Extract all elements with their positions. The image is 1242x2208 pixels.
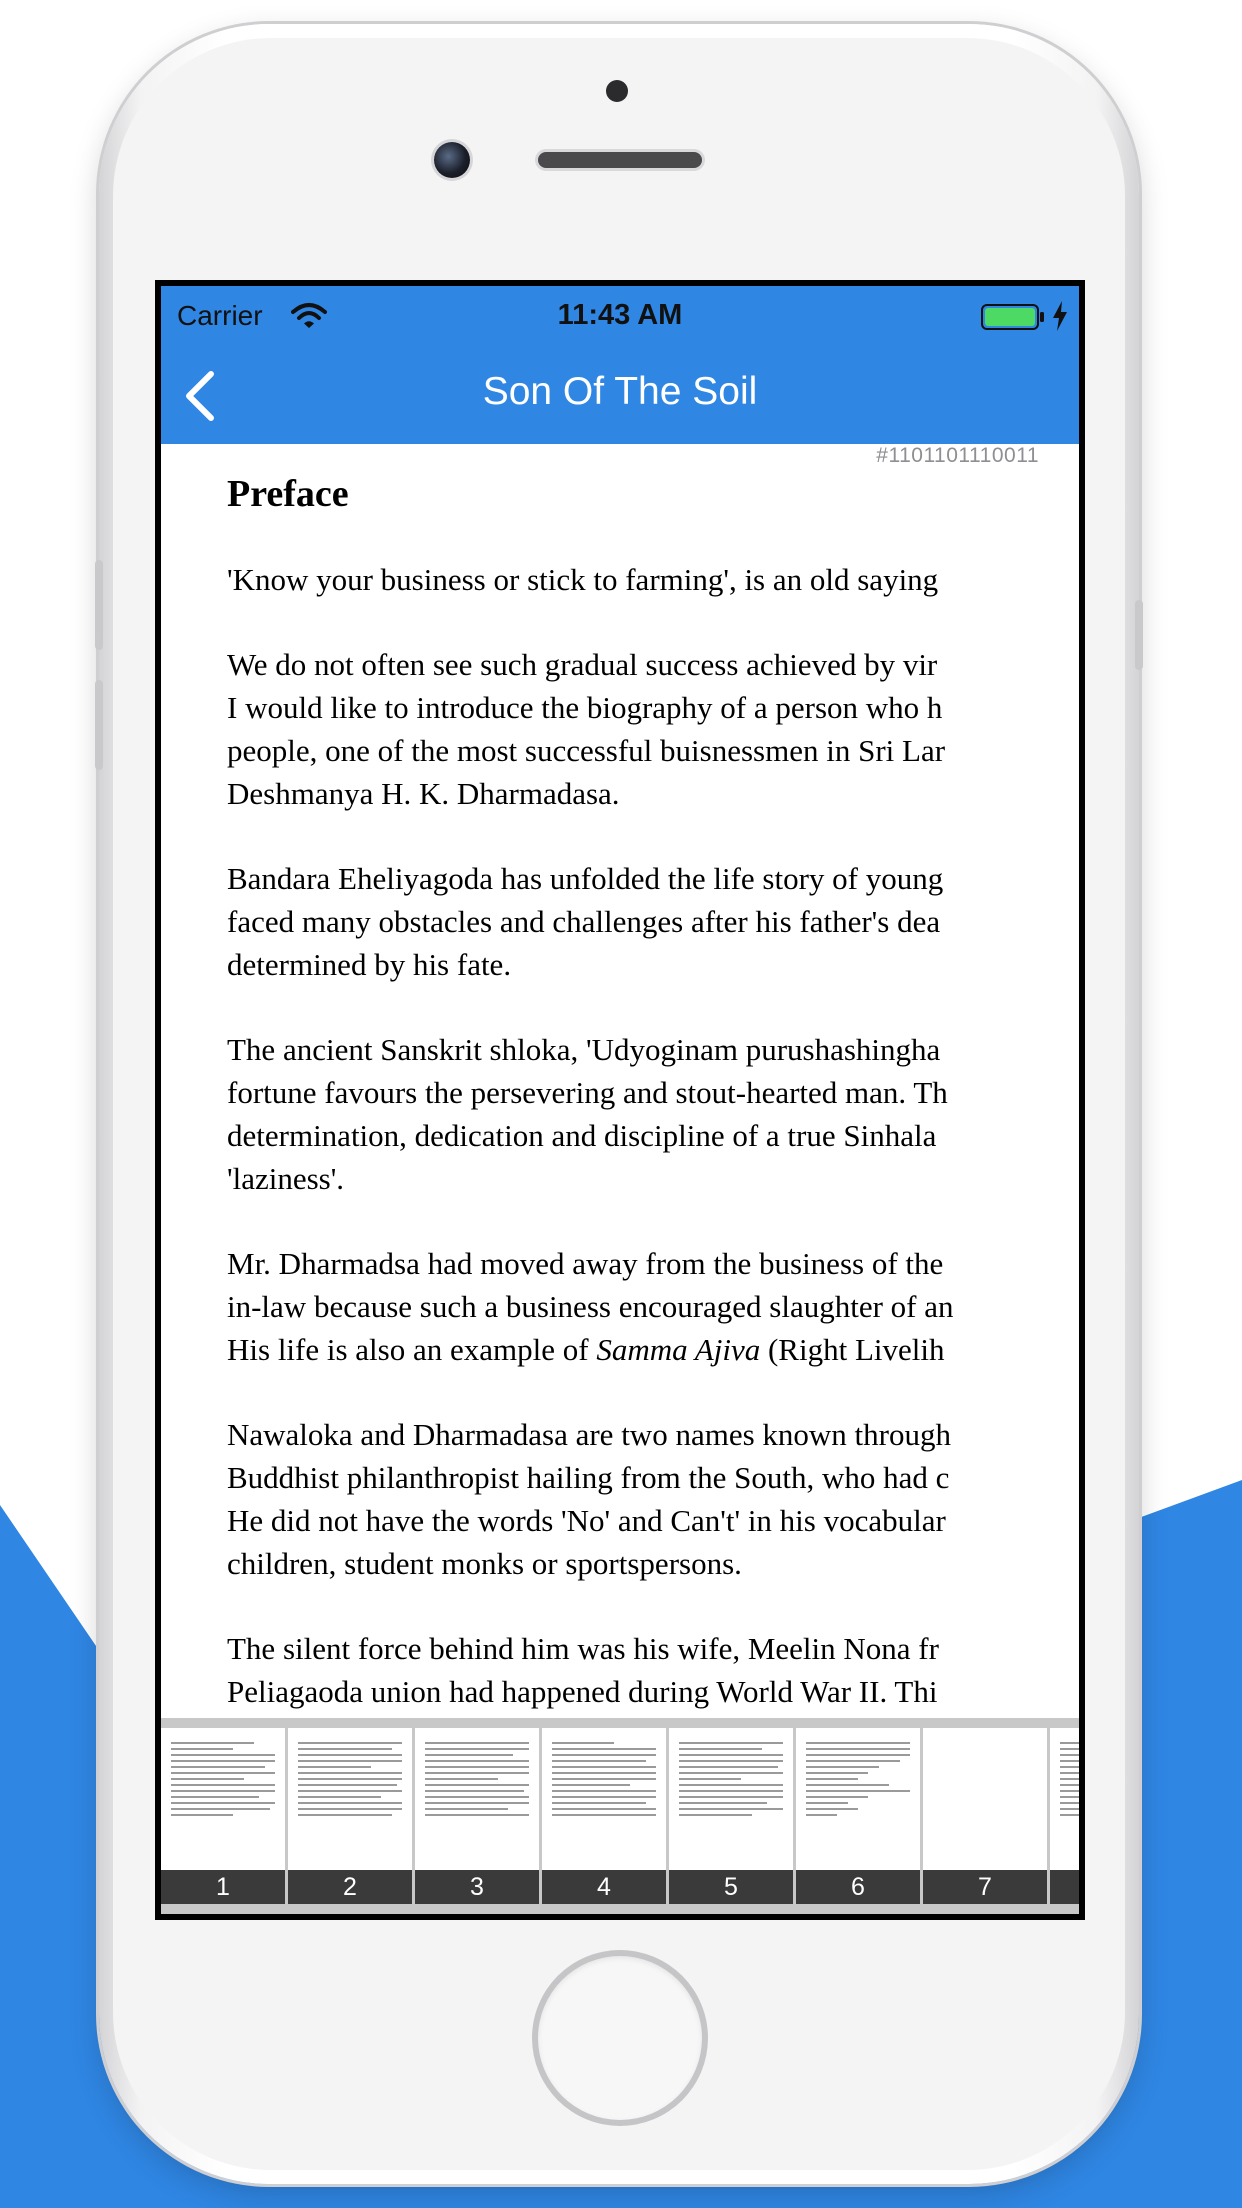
home-button[interactable] xyxy=(538,1956,702,2120)
page-thumbnail[interactable] xyxy=(923,1728,1047,1904)
thumbnail-preview xyxy=(1060,1742,1079,1868)
thumbnail-preview xyxy=(679,1742,783,1868)
text-line: The silent force behind him was his wife, Meelin Nona fr xyxy=(227,1631,939,1666)
document-body xyxy=(227,558,1079,1713)
document-id: #1101101110011 xyxy=(876,444,1039,467)
document-page xyxy=(227,472,1079,1718)
app-screen xyxy=(161,286,1079,1914)
paragraph xyxy=(227,643,1079,815)
text-line: determination, dedication and discipline of a true Sinhala xyxy=(227,1118,937,1153)
proximity-sensor xyxy=(606,80,628,102)
thumbnail-page-number: 3 xyxy=(415,1870,539,1904)
nav-title: Son Of The Soil xyxy=(482,370,758,413)
paragraph xyxy=(227,1627,1079,1713)
document-title: Preface xyxy=(227,473,349,515)
text-segment: His life is also an example of xyxy=(227,1332,597,1367)
status-bar xyxy=(161,286,1079,346)
text-line: Bandara Eheliyagoda has unfolded the life story of young xyxy=(227,861,944,896)
thumbnail-preview xyxy=(425,1742,529,1868)
thumbnail-preview xyxy=(933,1742,1037,1868)
text-line: Deshmanya H. K. Dharmadasa. xyxy=(227,776,620,811)
text-line: in-law because such a business encouraged slaughter of an xyxy=(227,1289,954,1324)
thumbnail-page-number: 1 xyxy=(161,1870,285,1904)
page-thumbnail[interactable] xyxy=(669,1728,793,1904)
text-line: children, student monks or sportspersons. xyxy=(227,1546,742,1581)
thumbnail-page-number: 7 xyxy=(923,1870,1047,1904)
text-line: Buddhist philanthropist hailing from the South, who had c xyxy=(227,1460,950,1495)
page-thumbnail[interactable] xyxy=(161,1728,285,1904)
text-line: He did not have the words 'No' and Can't' in his vocabular xyxy=(227,1503,946,1538)
thumbnail-page-number: 2 xyxy=(288,1870,412,1904)
text-line: The ancient Sanskrit shloka, 'Udyoginam purushashingha xyxy=(227,1032,941,1067)
thumbnail-preview xyxy=(171,1742,275,1868)
text-line: faced many obstacles and challenges after his father's dea xyxy=(227,904,941,939)
paragraph xyxy=(227,1413,1079,1585)
earpiece-speaker xyxy=(538,152,702,168)
paragraph xyxy=(227,857,1079,986)
front-camera xyxy=(434,142,470,178)
text-line: fortune favours the persevering and stout-hearted man. Th xyxy=(227,1075,948,1110)
thumbnail-page-number xyxy=(1050,1870,1079,1904)
phone-volume-button xyxy=(95,560,103,650)
paragraph xyxy=(227,558,1079,601)
page-thumbnail-strip[interactable] xyxy=(161,1718,1079,1914)
paragraph xyxy=(227,1242,1079,1371)
text-line xyxy=(227,1328,1079,1371)
phone-screen xyxy=(155,280,1085,1920)
phone-volume-button xyxy=(95,680,103,770)
text-line: I would like to introduce the biography of a person who h xyxy=(227,690,943,725)
thumbnail-page-number: 5 xyxy=(669,1870,793,1904)
text-line: We do not often see such gradual success achieved by vir xyxy=(227,647,938,682)
text-line: people, one of the most successful buisnessmen in Sri Lar xyxy=(227,733,946,768)
battery-icon xyxy=(981,304,1045,330)
status-time: 11:43 AM xyxy=(557,299,683,331)
text-segment: (Right Livelih xyxy=(760,1332,945,1367)
page-thumbnail[interactable] xyxy=(542,1728,666,1904)
thumbnail-page-number: 6 xyxy=(796,1870,920,1904)
text-line: Mr. Dharmadsa had moved away from the business of the xyxy=(227,1246,944,1281)
text-line: determined by his fate. xyxy=(227,947,512,982)
page-thumbnail[interactable] xyxy=(1050,1728,1079,1904)
page-thumbnail[interactable] xyxy=(796,1728,920,1904)
navigation-bar xyxy=(161,346,1079,444)
thumbnail-page-number: 4 xyxy=(542,1870,666,1904)
thumbnail-preview xyxy=(552,1742,656,1868)
page-thumbnail[interactable] xyxy=(288,1728,412,1904)
text-line: 'Know your business or stick to farming', is an old saying xyxy=(227,562,939,597)
thumbnail-row xyxy=(161,1728,1079,1904)
text-line: Peliagaoda union had happened during World War II. Thi xyxy=(227,1674,938,1709)
document-viewer[interactable] xyxy=(161,444,1079,1718)
phone-side-button xyxy=(1135,600,1143,670)
thumbnail-preview xyxy=(298,1742,402,1868)
italic-text: Samma Ajiva xyxy=(596,1332,761,1367)
paragraph xyxy=(227,1028,1079,1200)
text-line: Nawaloka and Dharmadasa are two names known through xyxy=(227,1417,951,1452)
text-line: 'laziness'. xyxy=(227,1161,345,1196)
page-thumbnail[interactable] xyxy=(415,1728,539,1904)
carrier-label: Carrier xyxy=(177,300,263,331)
thumbnail-preview xyxy=(806,1742,910,1868)
charging-bolt-icon xyxy=(1052,301,1068,331)
